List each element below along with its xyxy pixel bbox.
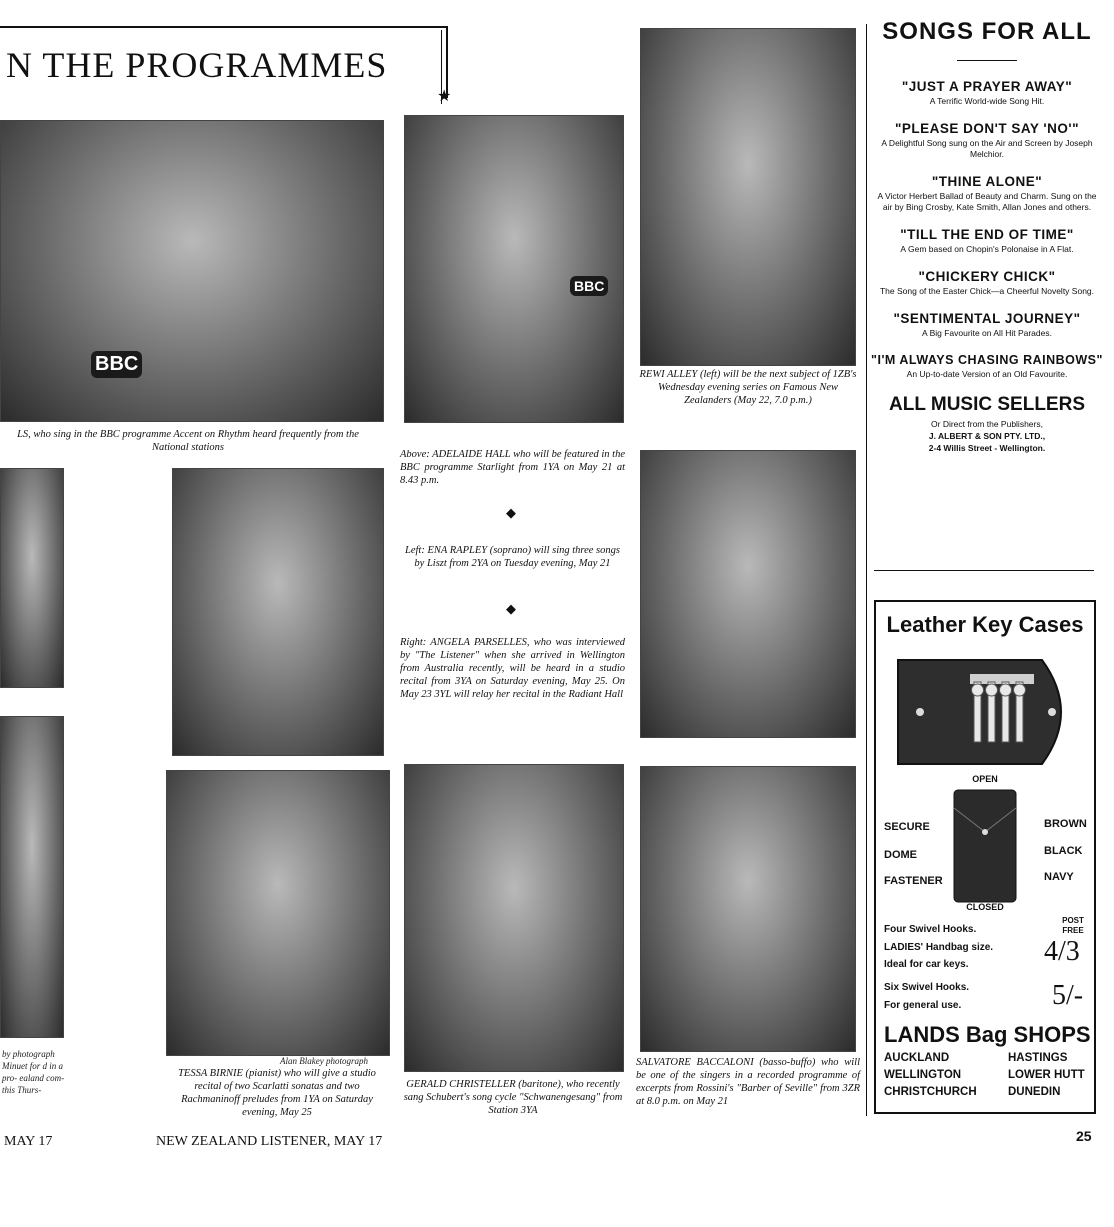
caption-salvatore-baccaloni: SALVATORE BACCALONI (basso-buffo) who will be one of the singers in a recorded programme of excerpts from Rossini's "Barber of Seville" from 3ZR at 8.0 p.m. on May 21 [636,1057,860,1107]
song-title: "TILL THE END OF TIME" [900,227,1074,242]
photo-tessa-birnie [166,770,390,1056]
song-desc: The Song of the Easter Chick—a Cheerful Novelty Song. [879,286,1095,296]
closed-label: CLOSED [966,902,1004,912]
song-item [866,79,1108,107]
song-title: "CHICKERY CHICK" [918,269,1056,284]
photo-bbc-singers [0,120,384,422]
song-title: "PLEASE DON'T SAY 'NO'" [895,121,1079,136]
sellers-block [866,394,1108,454]
feature-fastener: FASTENER [884,875,943,887]
four-hooks-text: Four Swivel Hooks. [884,924,977,935]
photo-salvatore-baccaloni [640,766,856,1052]
song-title: "I'M ALWAYS CHASING RAINBOWS" [871,353,1103,367]
ad-title: Leather Key Cases [886,612,1084,637]
caption-rewi-alley: REWI ALLEY (left) will be the next subject of 1ZB's Wednesday evening series on Famous New Zealanders (May 22, 7.0 p.m.) [639,369,857,406]
photo-ena-rapley [172,468,384,756]
photo-adelaide-hall [404,115,624,423]
song-item [866,121,1108,160]
photo-left-partial-bottom [0,716,64,1038]
key-cases-advert [874,600,1096,1114]
photo-angela-parselles [640,450,856,738]
song-item [866,227,1108,255]
bbc-mic-logo: BBC [570,276,608,296]
colour-brown: BROWN [1044,818,1087,830]
city-wellington: WELLINGTON [884,1069,962,1081]
key-case-open-illustration [892,652,1082,772]
post-free-label: POST FREE [1062,916,1084,935]
song-desc: A Terrific World-wide Song Hit. [929,96,1045,106]
sellers-line: Or Direct from the Publishers, [931,419,1043,429]
city-christchurch: CHRISTCHURCH [884,1086,977,1098]
song-title: "JUST A PRAYER AWAY" [901,79,1073,94]
caption-adelaide-hall: Above: ADELAIDE HALL who will be featured in the BBC programme Starlight from 1YA on May 21 at 8.43 p.m. [400,449,625,486]
caption-angela-parselles: Right: ANGELA PARSELLES, who was interviewed by "The Listener" when she arrived in Wellington from Australia recently, will be heard in a studio recital from 3YA on Saturday evening, May 25. On May 23 3YL will relay her recital in the Radiant Hall [400,637,625,700]
divider [874,570,1094,571]
song-item [866,269,1108,297]
ladies-text: LADIES' Handbag size. [884,942,994,953]
page-title: N THE PROGRAMMES [6,45,388,85]
key-case-closed-illustration [952,788,1018,904]
photo-left-partial-top [0,468,64,688]
feature-dome: DOME [884,849,917,861]
colour-black: BLACK [1044,845,1083,857]
shop-name: LANDS Bag SHOPS [884,1022,1091,1047]
six-hooks-text: Six Swivel Hooks. [884,982,970,993]
caption-tessa-birnie: TESSA BIRNIE (pianist) who will give a studio recital of two Scarlatti sonatas and two Rachmaninoff preludes from 1YA on Saturday evening, May 25 [178,1068,376,1118]
general-use-text: For general use. [884,1000,962,1011]
songs-heading: SONGS FOR ALL [882,18,1092,45]
song-item [866,353,1108,380]
colour-navy: NAVY [1044,871,1074,883]
feature-secure: SECURE [884,821,930,833]
star-icon: ★ [437,88,452,105]
song-desc: An Up-to-date Version of an Old Favourite. [906,369,1068,379]
song-desc: A Victor Herbert Ballad of Beauty and Charm. Sung on the air by Bing Crosby, Kate Smith, Allan Jones and others. [877,191,1097,212]
price-six-hooks: 5/- [1052,980,1084,1011]
song-title: "THINE ALONE" [931,174,1043,189]
price-four-hooks: 4/3 [1044,936,1080,967]
city-dunedin: DUNEDIN [1008,1086,1061,1098]
bbc-logo: BBC [91,351,142,378]
caption-left-partial: by photograph Minuet for d in a pro- ealand com- this Thurs- [2,1049,65,1095]
songs-advert [866,18,1108,454]
sellers-heading: ALL MUSIC SELLERS [889,394,1085,415]
footer-left-date: MAY 17 [4,1134,53,1149]
diamond-divider: ◆ [506,601,516,616]
footer-masthead: NEW ZEALAND LISTENER, MAY 17 [156,1134,383,1149]
caption-gerald-christeller: GERALD CHRISTELLER (baritone), who recently sang Schubert's song cycle "Schwanengesang" from Station 3YA [403,1079,623,1116]
song-desc: A Gem based on Chopin's Polonaise in A Flat. [900,244,1074,254]
sellers-line: 2-4 Willis Street - Wellington. [928,443,1046,453]
city-hastings: HASTINGS [1008,1052,1068,1064]
photo-rewi-alley [640,28,856,366]
song-item [866,174,1108,213]
open-label: OPEN [972,774,998,784]
diamond-divider: ◆ [506,505,516,520]
divider [957,60,1017,61]
song-title: "SENTIMENTAL JOURNEY" [893,311,1081,326]
sellers-line: J. ALBERT & SON PTY. LTD., [928,431,1046,441]
photo-gerald-christeller [404,764,624,1072]
city-lower-hutt: LOWER HUTT [1008,1069,1085,1081]
song-desc: A Big Favourite on All Hit Parades. [922,328,1052,338]
song-desc: A Delightful Song sung on the Air and Screen by Joseph Melchior. [881,138,1093,159]
ideal-text: Ideal for car keys. [884,959,969,970]
song-item [866,311,1108,339]
city-auckland: AUCKLAND [884,1052,950,1064]
page-number: 25 [1076,1128,1092,1144]
photo-credit: Alan Blakey photograph [280,1056,368,1066]
caption-ena-rapley: Left: ENA RAPLEY (soprano) will sing three songs by Liszt from 2YA on Tuesday evening, May 21 [405,545,620,569]
caption-bbc-singers: LS, who sing in the BBC programme Accent on Rhythm heard frequently from the National stations [17,429,359,453]
